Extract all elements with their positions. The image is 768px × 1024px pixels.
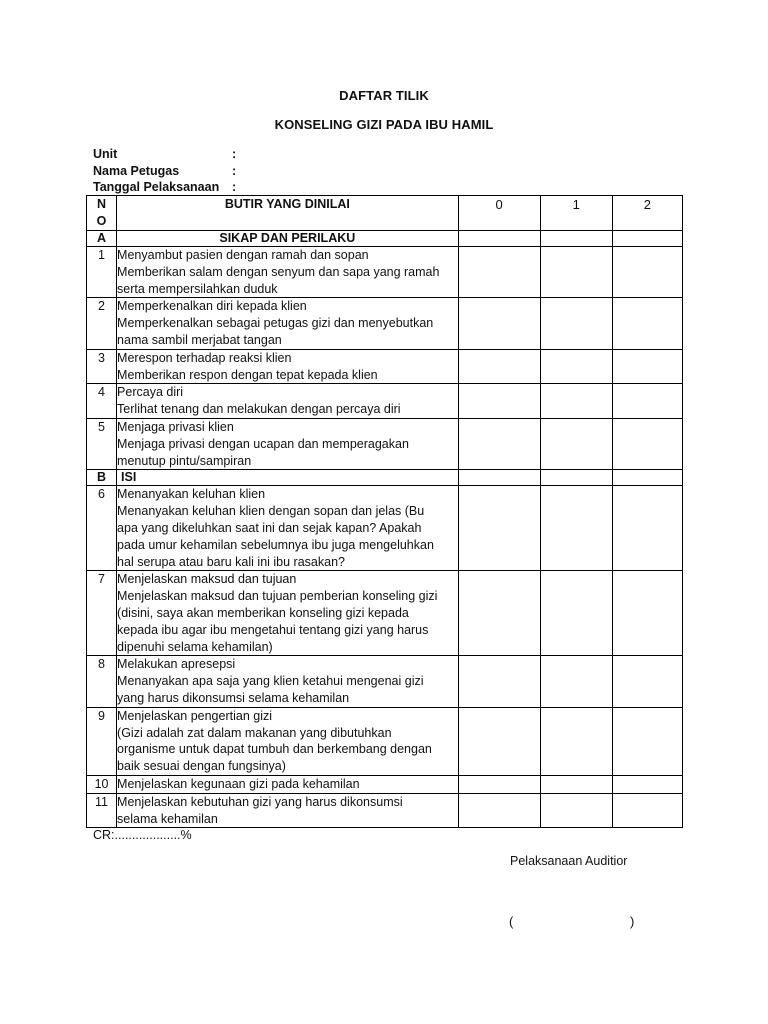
score-cell-0[interactable] — [458, 470, 540, 486]
item-line: Menyambut pasien dengan ramah dan sopan — [117, 248, 369, 262]
row-item — [117, 656, 459, 707]
item-line: kepada ibu agar ibu mengetahui tentang gizi yang harus — [117, 622, 429, 637]
row-number: 4 — [87, 384, 117, 419]
meta-label: Nama Petugas — [93, 163, 180, 178]
item-line: Menjelaskan maksud dan tujuan pemberian konseling gizi — [117, 589, 438, 604]
item-line: Menjaga privasi dengan ucapan dan memperagakan — [117, 436, 409, 451]
score-cell-2[interactable] — [612, 298, 682, 349]
item-line: Memperkenalkan sebagai petugas gizi dan menyebutkan — [117, 316, 434, 331]
score-cell-2[interactable] — [612, 384, 682, 419]
score-cell-1[interactable] — [540, 571, 612, 656]
item-line: Percaya diri — [117, 385, 184, 400]
document-subtitle: KONSELING GIZI PADA IBU HAMIL — [274, 117, 494, 132]
meta-unit — [93, 146, 237, 163]
table-row — [87, 707, 683, 775]
table-header-row — [87, 196, 683, 231]
item-line: dipenuhi selama kehamilan) — [117, 639, 273, 654]
score-cell-1[interactable] — [540, 486, 612, 571]
item-line: Menjelaskan kegunaan gizi pada kehamilan — [117, 776, 360, 791]
header-item: BUTIR YANG DINILAI — [117, 196, 459, 231]
meta-colon: : — [232, 163, 237, 178]
score-cell-1[interactable] — [540, 231, 612, 247]
header-no — [87, 196, 117, 231]
item-line: Menjelaskan kebutuhan gizi yang harus dikonsumsi — [117, 794, 403, 809]
score-cell-2[interactable] — [612, 231, 682, 247]
row-item — [117, 707, 459, 775]
table-row — [87, 247, 683, 298]
score-cell-2[interactable] — [612, 707, 682, 775]
section-title: SIKAP DAN PERILAKU — [117, 231, 459, 247]
item-line: Melakukan apresepsi — [117, 657, 236, 672]
row-item — [117, 775, 459, 793]
signature-paren-close: ) — [630, 914, 635, 929]
score-cell-2[interactable] — [612, 571, 682, 656]
item-line: hal serupa atau baru kali ini ibu rasakan? — [117, 554, 345, 569]
table-row — [87, 571, 683, 656]
section-row — [87, 470, 683, 486]
row-number: 10 — [87, 775, 117, 793]
row-item — [117, 486, 459, 571]
table-row — [87, 775, 683, 793]
row-number: 6 — [87, 486, 117, 571]
score-cell-0[interactable] — [458, 486, 540, 571]
row-number: 9 — [87, 707, 117, 775]
item-line: Menanyakan keluhan klien dengan sopan dan jelas (Bu — [117, 504, 425, 519]
score-cell-0[interactable] — [458, 656, 540, 707]
item-line: menutup pintu/sampiran — [117, 453, 252, 468]
meta-fields — [93, 146, 237, 196]
score-cell-2[interactable] — [612, 656, 682, 707]
score-cell-1[interactable] — [540, 384, 612, 419]
score-cell-2[interactable] — [612, 247, 682, 298]
item-line: Menjaga privasi klien — [117, 419, 234, 434]
score-cell-0[interactable] — [458, 298, 540, 349]
signer-label: Pelaksanaan Auditior — [510, 854, 628, 868]
header-no-line2: O — [96, 214, 107, 228]
row-number: 1 — [87, 247, 117, 298]
header-score-2: 2 — [612, 196, 682, 231]
item-line: Memberikan respon dengan tepat kepada klien — [117, 367, 378, 382]
score-cell-1[interactable] — [540, 349, 612, 384]
table-row — [87, 418, 683, 469]
score-cell-2[interactable] — [612, 775, 682, 793]
row-item — [117, 571, 459, 656]
item-line: Menanyakan keluhan klien — [117, 487, 266, 502]
row-item — [117, 349, 459, 384]
row-item — [117, 418, 459, 469]
section-title: ISI — [117, 470, 459, 486]
table-row — [87, 656, 683, 707]
item-line: selama kehamilan — [117, 811, 218, 826]
score-cell-0[interactable] — [458, 775, 540, 793]
signature-paren-open: ( — [509, 914, 514, 929]
item-line: Memperkenalkan diri kepada klien — [117, 299, 307, 314]
meta-nama-petugas — [93, 163, 237, 180]
row-item — [117, 384, 459, 419]
item-line: Menanyakan apa saja yang klien ketahui mengenai gizi — [117, 674, 424, 689]
score-cell-2[interactable] — [612, 349, 682, 384]
row-number: 5 — [87, 418, 117, 469]
table-row — [87, 384, 683, 419]
score-cell-1[interactable] — [540, 298, 612, 349]
score-cell-1[interactable] — [540, 775, 612, 793]
table-row — [87, 486, 683, 571]
header-score-1: 1 — [540, 196, 612, 231]
item-line: baik sesuai dengan fungsinya) — [117, 759, 286, 774]
row-number: 7 — [87, 571, 117, 656]
score-cell-0[interactable] — [458, 707, 540, 775]
row-item — [117, 298, 459, 349]
item-line: Terlihat tenang dan melakukan dengan percaya diri — [117, 402, 401, 417]
checklist-body — [87, 231, 683, 828]
row-item — [117, 793, 459, 828]
item-line: pada umur kehamilan sebelumnya ibu juga mengeluhkan — [117, 537, 434, 552]
score-cell-2[interactable] — [612, 486, 682, 571]
score-cell-1[interactable] — [540, 470, 612, 486]
item-line: serta mempersilahkan duduk — [117, 281, 278, 296]
item-line: yang harus dikonsumsi selama kehamilan — [117, 690, 350, 705]
item-line: Merespon terhadap reaksi klien — [117, 350, 292, 365]
item-line: apa yang dikeluhkan saat ini dan sejak kapan? Apakah — [117, 520, 422, 535]
meta-colon: : — [232, 147, 237, 161]
score-cell-1[interactable] — [540, 793, 612, 828]
score-cell-0[interactable] — [458, 418, 540, 469]
score-cell-1[interactable] — [540, 656, 612, 707]
score-cell-0[interactable] — [458, 384, 540, 419]
meta-colon: : — [232, 180, 237, 194]
section-letter: B — [87, 470, 117, 486]
section-letter: A — [87, 231, 117, 247]
document-title: DAFTAR TILIK — [339, 88, 429, 103]
score-cell-2[interactable] — [612, 418, 682, 469]
item-line: (Gizi adalah zat dalam makanan yang dibutuhkan — [117, 725, 392, 740]
item-line: nama sambil merjabat tangan — [117, 332, 282, 347]
row-number: 8 — [87, 656, 117, 707]
score-cell-2[interactable] — [612, 470, 682, 486]
score-cell-0[interactable] — [458, 247, 540, 298]
score-cell-1[interactable] — [540, 707, 612, 775]
score-cell-2[interactable] — [612, 793, 682, 828]
meta-label: Unit — [93, 147, 118, 161]
score-cell-0[interactable] — [458, 349, 540, 384]
checklist-table — [86, 195, 683, 828]
section-row — [87, 231, 683, 247]
item-line: Memberikan salam dengan senyum dan sapa yang ramah — [117, 264, 440, 279]
item-line: Menjelaskan maksud dan tujuan — [117, 572, 297, 587]
table-row — [87, 793, 683, 828]
score-cell-0[interactable] — [458, 231, 540, 247]
header-no-line1: N — [97, 197, 107, 211]
score-cell-0[interactable] — [458, 571, 540, 656]
score-cell-1[interactable] — [540, 247, 612, 298]
item-line: Menjelaskan pengertian gizi — [117, 708, 273, 723]
cr-score-line: CR:...................% — [93, 828, 192, 842]
item-line: (disini, saya akan memberikan konseling gizi kepada — [117, 605, 409, 620]
row-number: 2 — [87, 298, 117, 349]
table-row — [87, 349, 683, 384]
row-number: 3 — [87, 349, 117, 384]
row-item — [117, 247, 459, 298]
item-line: organisme untuk dapat tumbuh dan berkembang dengan — [117, 742, 432, 757]
score-cell-1[interactable] — [540, 418, 612, 469]
score-cell-0[interactable] — [458, 793, 540, 828]
meta-label: Tanggal Pelaksanaan — [93, 180, 220, 194]
table-row — [87, 298, 683, 349]
meta-tanggal-pelaksanaan — [93, 179, 237, 196]
header-score-0: 0 — [458, 196, 540, 231]
row-number: 11 — [87, 793, 117, 828]
